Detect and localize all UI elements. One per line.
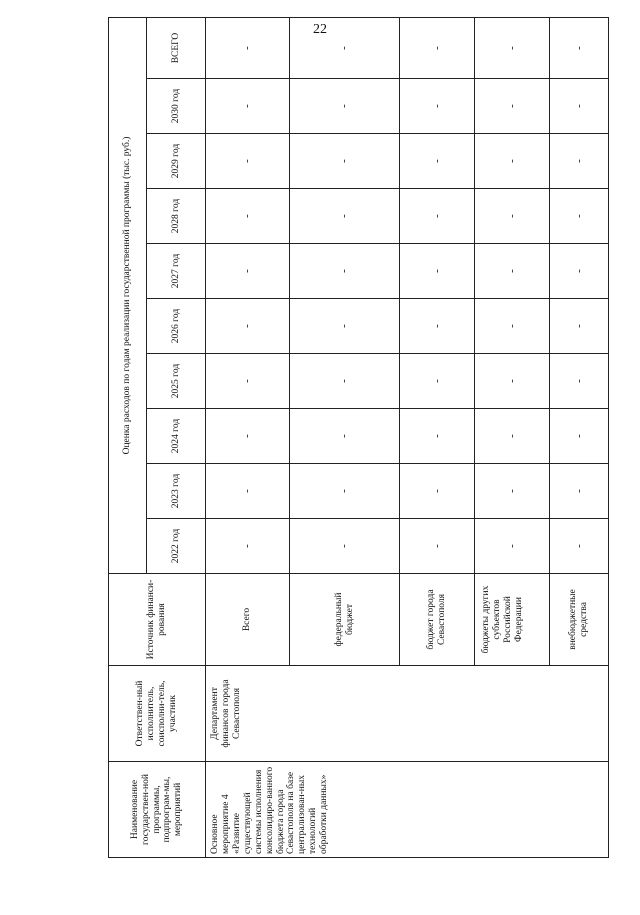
value-cell: - (550, 134, 609, 189)
page-number: 22 (313, 22, 327, 37)
value-cell: - (550, 244, 609, 299)
budget-table (108, 17, 609, 858)
funding-source: бюджеты других субъектов Российской Федерации (475, 574, 550, 666)
value-cell: - (475, 519, 550, 574)
value-cell: - (290, 189, 400, 244)
value-cell: - (400, 79, 475, 134)
value-cell: - (206, 189, 290, 244)
value-cell: - (475, 299, 550, 354)
value-cell: - (206, 354, 290, 409)
value-cell: - (475, 134, 550, 189)
header-year: ВСЕГО (147, 17, 206, 78)
value-cell: - (475, 409, 550, 464)
funding-source: Всего (206, 574, 290, 666)
value-cell: - (400, 134, 475, 189)
table-body (206, 17, 609, 857)
value-cell: - (400, 519, 475, 574)
funding-source: федеральный бюджет (290, 574, 400, 666)
funding-source: внебюджетные средства (550, 574, 609, 666)
value-cell: - (290, 79, 400, 134)
value-cell: - (400, 17, 475, 78)
value-cell: - (290, 134, 400, 189)
event-name: Основное мероприятие 4 «Развитие существующей системы исполнения консолидиро-ванного бюджета города Севастополя на базе централизован-ных технологий обработки данных» (206, 762, 609, 858)
value-cell: - (206, 409, 290, 464)
value-cell: - (550, 299, 609, 354)
value-cell: - (550, 79, 609, 134)
funding-source: бюджет города Севастополя (400, 574, 475, 666)
table-row (206, 17, 290, 857)
value-cell: - (550, 409, 609, 464)
value-cell: - (290, 409, 400, 464)
header-year: 2025 год (147, 354, 206, 409)
value-cell: - (206, 79, 290, 134)
header-year: 2026 год (147, 299, 206, 354)
value-cell: - (206, 464, 290, 519)
value-cell: - (550, 189, 609, 244)
header-years-group: Оценка расходов по годам реализации государственной программы (тыс. руб.) (109, 17, 147, 573)
value-cell: - (290, 519, 400, 574)
value-cell: - (475, 79, 550, 134)
header-year: 2029 год (147, 134, 206, 189)
value-cell: - (290, 464, 400, 519)
value-cell: - (475, 244, 550, 299)
value-cell: - (290, 244, 400, 299)
value-cell: - (550, 464, 609, 519)
value-cell: - (400, 244, 475, 299)
value-cell: - (206, 519, 290, 574)
header-executor: Ответствен-ный исполнитель, соисполни-тель, участник (109, 666, 206, 762)
budget-table-rotated (108, 32, 608, 858)
value-cell: - (206, 244, 290, 299)
value-cell: - (550, 519, 609, 574)
value-cell: - (400, 189, 475, 244)
header-year: 2024 год (147, 409, 206, 464)
value-cell: - (206, 134, 290, 189)
value-cell: - (400, 299, 475, 354)
header-year: 2027 год (147, 244, 206, 299)
value-cell: - (550, 17, 609, 78)
header-funding-source: Источник финанси-рования (109, 574, 206, 666)
header-year: 2028 год (147, 189, 206, 244)
value-cell: - (550, 354, 609, 409)
value-cell: - (290, 17, 400, 78)
value-cell: - (400, 464, 475, 519)
executor: Департамент финансов города Севастополя (206, 666, 609, 762)
value-cell: - (400, 409, 475, 464)
value-cell: - (290, 299, 400, 354)
header-year: 2030 год (147, 79, 206, 134)
value-cell: - (400, 354, 475, 409)
header-year: 2023 год (147, 464, 206, 519)
value-cell: - (290, 354, 400, 409)
value-cell: - (206, 299, 290, 354)
value-cell: - (475, 464, 550, 519)
value-cell: - (475, 189, 550, 244)
header-program-name: Наименование государствен-ной программы, подпрограм-мы, мероприятий (109, 762, 206, 858)
value-cell: - (206, 17, 290, 78)
value-cell: - (475, 354, 550, 409)
header-year: 2022 год (147, 519, 206, 574)
value-cell: - (475, 17, 550, 78)
